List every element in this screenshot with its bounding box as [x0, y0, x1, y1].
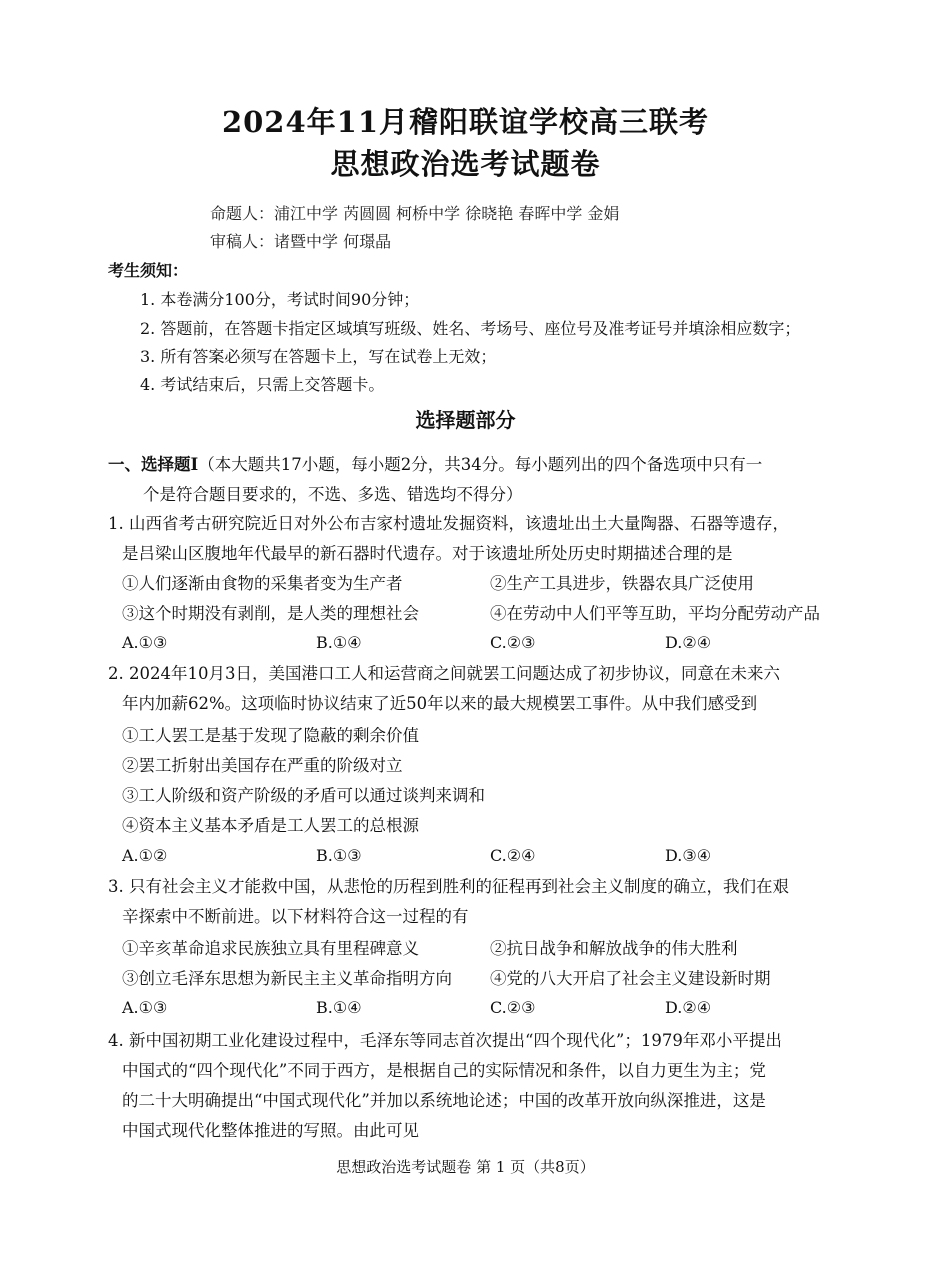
- question-3-answer: A.①③: [122, 998, 168, 1017]
- question-1-option: ①人们逐渐由食物的采集者变为生产者: [122, 574, 403, 593]
- notice-item: 2. 答题前，在答题卡指定区域填写班级、姓名、考场号、座位号及准考证号并填涂相应数字；: [140, 319, 801, 338]
- question-3-stem: 3. 只有社会主义才能救中国，从悲怆的历程到胜利的征程再到社会主义制度的确立，我们在艰: [108, 877, 789, 896]
- question-1-option: ③这个时期没有剥削，是人类的理想社会: [122, 604, 419, 623]
- question-1-option: ④在劳动中人们平等互助，平均分配劳动产品: [490, 604, 820, 623]
- section-title: 选择题部分: [415, 408, 516, 432]
- question-4-stem: 4. 新中国初期工业化建设过程中，毛泽东等同志首次提出“四个现代化”；1979年邓小平提出: [108, 1031, 782, 1050]
- exam-title: 2024年11月稽阳联谊学校高三联考: [221, 105, 710, 139]
- question-1-answer: D.②④: [665, 633, 712, 652]
- notice-item: 1. 本卷满分100分，考试时间90分钟；: [140, 290, 420, 309]
- notice-item: 4. 考试结束后，只需上交答题卡。: [140, 375, 385, 394]
- question-2-option: ④资本主义基本矛盾是工人罢工的总根源: [122, 816, 419, 835]
- question-2-answer: D.③④: [665, 846, 712, 865]
- part-description-cont: 个是符合题目要求的，不选、多选、错选均不得分）: [143, 485, 523, 504]
- part-heading: 一、选择题Ⅰ: [108, 455, 199, 474]
- question-1-stem: 1. 山西省考古研究院近日对外公布吉家村遗址发掘资料，该遗址出土大量陶器、石器等遗存，: [108, 514, 789, 533]
- question-2-option: ①工人罢工是基于发现了隐蔽的剩余价值: [122, 726, 419, 745]
- question-3-option: ④党的八大开启了社会主义建设新时期: [490, 969, 771, 988]
- question-1-answer: C.②③: [490, 633, 536, 652]
- question-3-option: ②抗日战争和解放战争的伟大胜利: [490, 939, 738, 958]
- question-2-option: ③工人阶级和资产阶级的矛盾可以通过谈判来调和: [122, 786, 485, 805]
- question-2-answer: B.①③: [316, 846, 362, 865]
- question-1-option: ②生产工具进步，铁器农具广泛使用: [490, 574, 754, 593]
- exam-subtitle: 思想政治选考试题卷: [330, 147, 601, 181]
- question-3-answer: B.①④: [316, 998, 362, 1017]
- reviewer-line: 审稿人：诸暨中学 何璟晶: [210, 232, 392, 251]
- question-3-answer: D.②④: [665, 998, 712, 1017]
- part-heading-line: [108, 451, 762, 475]
- page-footer: 思想政治选考试题卷 第 1 页（共8页）: [336, 1158, 595, 1176]
- question-1-answer: B.①④: [316, 633, 362, 652]
- notice-heading: 考生须知：: [108, 261, 189, 280]
- question-2-answer: C.②④: [490, 846, 536, 865]
- question-1-stem: 是吕梁山区腹地年代最早的新石器时代遗存。对于该遗址所处历史时期描述合理的是: [122, 544, 733, 563]
- question-3-answer: C.②③: [490, 998, 536, 1017]
- question-3-option: ①辛亥革命追求民族独立具有里程碑意义: [122, 939, 419, 958]
- question-2-option: ②罢工折射出美国存在严重的阶级对立: [122, 756, 403, 775]
- question-2-stem: 2. 2024年10月3日，美国港口工人和运营商之间就罢工问题达成了初步协议，同意在未来六: [108, 664, 780, 683]
- question-3-stem: 辛探索中不断前进。以下材料符合这一过程的有: [122, 907, 469, 926]
- authors-line: 命题人：浦江中学 芮圆圆 柯桥中学 徐晓艳 春晖中学 金娟: [210, 204, 620, 223]
- question-2-stem: 年内加薪62%。这项临时协议结束了近50年以来的最大规模罢工事件。从中我们感受到: [122, 694, 758, 713]
- part-description: （本大题共17小题，每小题2分，共34分。每小题列出的四个备选项中只有一: [198, 455, 763, 474]
- question-4-stem: 中国式的“四个现代化”不同于西方，是根据自己的实际情况和条件，以自力更生为主；党: [122, 1061, 766, 1080]
- question-2-answer: A.①②: [122, 846, 168, 865]
- notice-item: 3. 所有答案必须写在答题卡上，写在试卷上无效；: [140, 347, 497, 366]
- question-3-option: ③创立毛泽东思想为新民主主义革命指明方向: [122, 969, 452, 988]
- question-1-answer: A.①③: [122, 633, 168, 652]
- question-4-stem: 中国式现代化整体推进的写照。由此可见: [122, 1121, 419, 1140]
- question-4-stem: 的二十大明确提出“中国式现代化”并加以系统地论述；中国的改革开放向纵深推进，这是: [122, 1091, 766, 1110]
